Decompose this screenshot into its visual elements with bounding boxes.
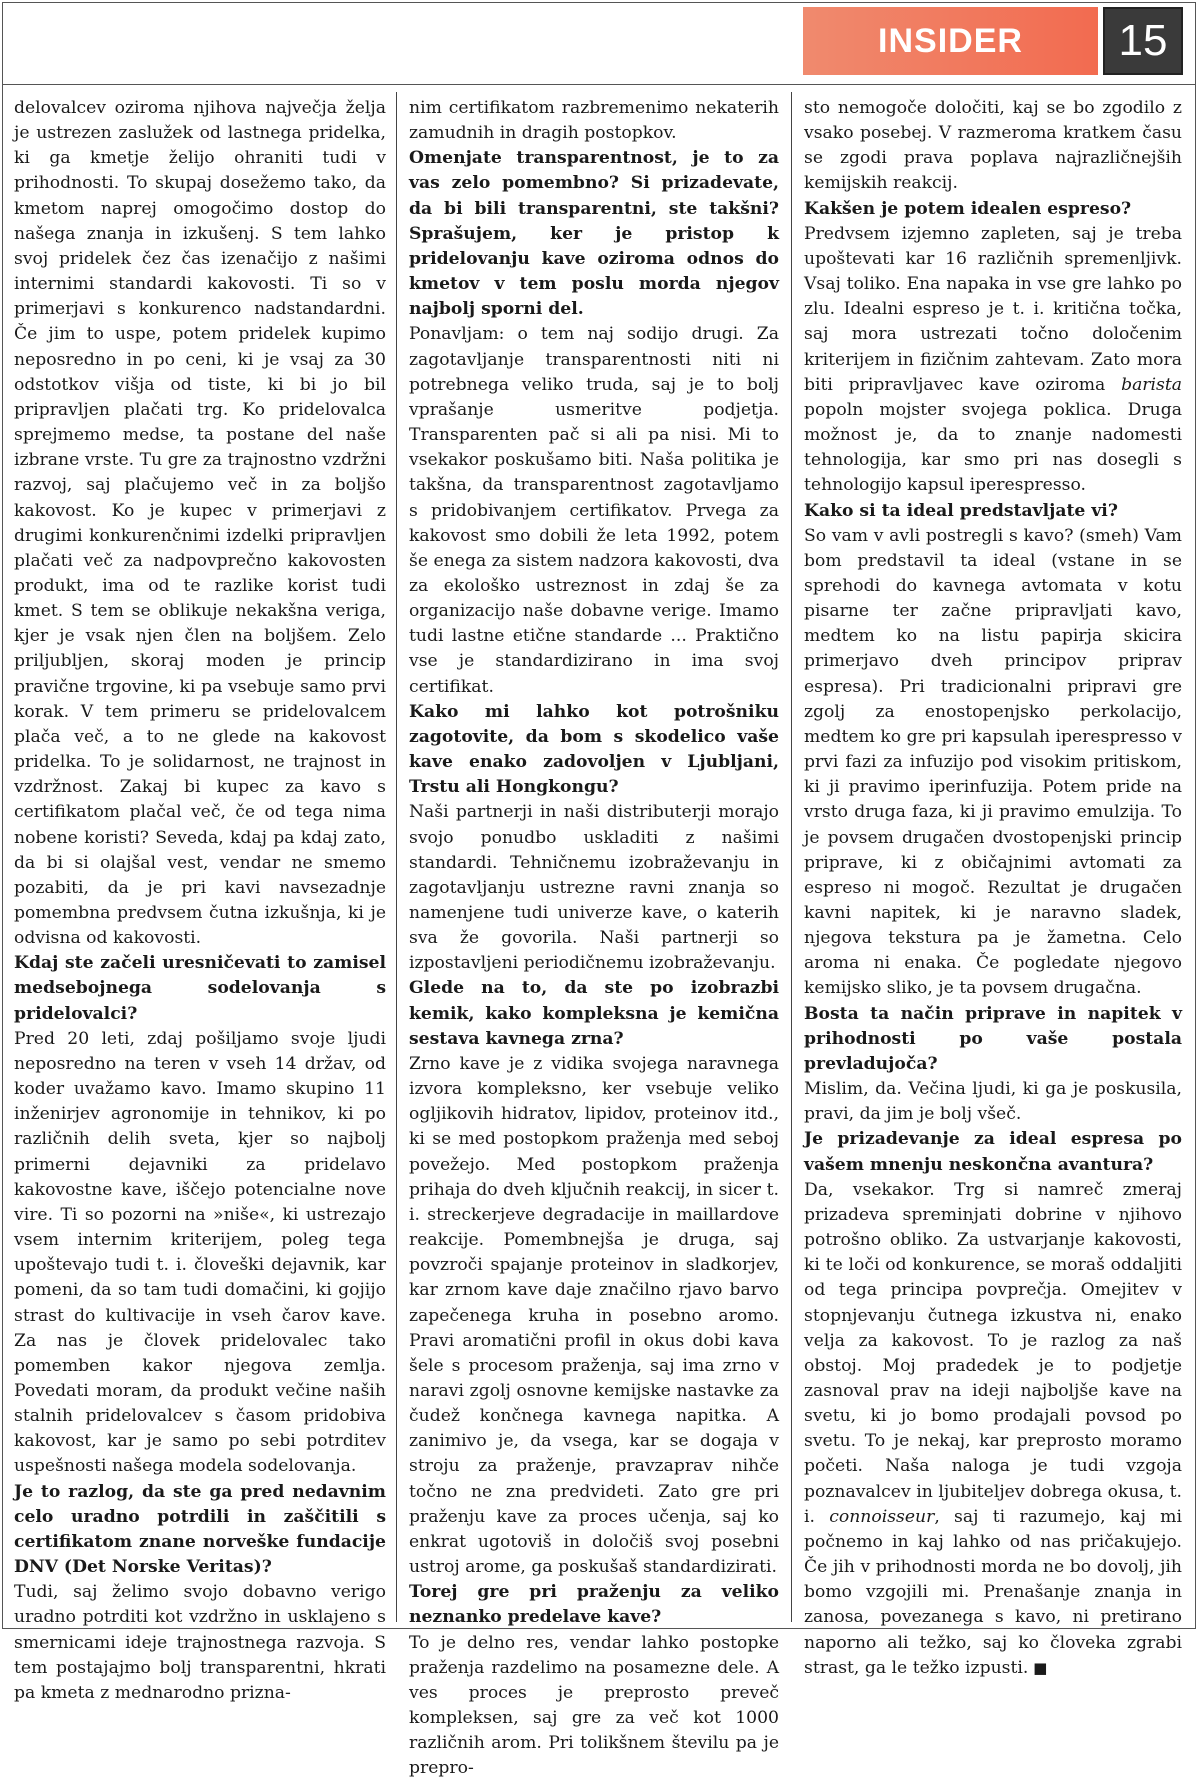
interview-question: Omenjate transparentnost, je to za vas zelo pomembno? Si prizadevate, da bi bili transparentni, ste takšni? Sprašujem, ker je pristop k pridelovanju kave oziroma odnos do kmetov v tem poslu morda njegov najbolj sporni del. <box>409 148 779 320</box>
interview-answer: delovalcev oziroma njihova največja želja je ustrezen zaslužek od lastnega pridelka, ki ga kmetje želijo ohraniti tudi v prihodnosti. To skupaj dosežemo tako, da kmetom naprej omogočimo dostop do našega znanja in izkušenj. S tem lahko svoj pridelek čez čas izenačijo z našimi internimi standardi kakovosti. Ti so v primerjavi s konkurenco nadstandardni. Če jim to uspe, potem pridelek kupimo neposredno in po ceni, ki je vsaj za 30 odstotkov višja od tiste, ki bi jo bil pripravljen plačati trg. Ko pridelovalca sprejmemo medse, ta postane del naše izbrane vrste. Tu gre za trajnostno vzdržni razvoj, saj plačujemo več in za boljšo kakovost. Ko je kupec v primerjavi z drugimi konkurenčnimi izdelki pripravljen plačati več za nadpovprečno kakovosten produkt, ima od te razlike korist tudi kmet. S tem se oblikuje nekakšna veriga, kjer je vsak njen člen na boljšem. Zelo priljubljen, skoraj moden je princip pravične trgovine, ki pa vsebuje samo prvi korak. V tem primeru se pridelovalcem plača več, a to ne glede na kakovost pridelka. To je solidarnost, ne trajnost in vzdržnost. Zakaj bi kupec za kavo s certifikatom plačal več, če od tega nima nobene koristi? Seveda, kdaj pa kdaj zato, da bi si olajšal vest, vendar ne smemo pozabiti, da je pri kavi navsezadnje pomembna predvsem čutna izkušnja, ki je odvisna od kakovosti. <box>14 98 386 949</box>
interview-answer: Predvsem izjemno zapleten, saj je treba upoštevati kar 16 različnih spremenljivk. Vsaj toliko. Ena napaka in vse gre lahko po zlu. Idealni espreso je t. i. kritična točka, saj mora ustrezati točno določenim kriterijem in fizičnim zahtevam. Zato mora biti pripravljavec kave oziroma barista popoln mojster svojega poklica. Druga možnost je, da to znanje nadomesti tehnologija, kar smo pri nas dosegli s tehnologijo kapsul iperespresso. <box>804 223 1182 496</box>
interview-answer: Naši partnerji in naši distributerji morajo svojo ponudbo uskladiti z našimi standardi. Tehničnemu izobraževanju in zagotavljanju ustrezne ravni znanja so namenjene tudi univerze kave, o katerih sva že govorila. Naši partnerji so izpostavljeni periodičnemu izobraževanju. <box>409 802 779 974</box>
interview-question: Kako mi lahko kot potrošniku zagotovite, da bom s skodelico vaše kave enako zadovoljen v Ljubljani, Trstu ali Hongkongu? <box>409 701 779 798</box>
interview-answer: sto nemogoče določiti, kaj se bo zgodilo z vsako posebej. V razmeroma kratkem času se zgodi prava poplava najrazličnejših kemijskih reakcij. <box>804 98 1182 194</box>
interview-question: Kdaj ste začeli uresničevati to zamisel medsebojnega sodelovanja s pridelovalci? <box>14 953 386 1024</box>
interview-question: Bosta ta način priprave in napitek v prihodnosti po vaše postala prevladujoča? <box>804 1003 1182 1074</box>
column-3 <box>804 96 1182 1678</box>
header-rule <box>2 84 1196 85</box>
italic-term: barista <box>1121 374 1182 395</box>
column-divider <box>396 92 397 1622</box>
interview-question: Kako si ta ideal predstavljate vi? <box>804 500 1118 521</box>
column-divider <box>791 92 792 1622</box>
page-header <box>0 0 1200 90</box>
interview-question: Je to razlog, da ste ga pred nedavnim celo uradno potrdili in zaščitili s certifikatom znane norveške fundacije DNV (Det Norske Veritas)? <box>14 1481 386 1578</box>
interview-answer: Tudi, saj želimo svojo dobavno verigo uradno potrditi kot vzdržno in usklajeno s smernicami ideje trajnostnega razvoja. S tem postajajmo bolj transparentni, hkrati pa kmeta z mednarodno prizna- <box>14 1582 386 1703</box>
interview-question: Glede na to, da ste po izobrazbi kemik, kako kompleksna je kemična sestava kavnega zrna? <box>409 978 779 1049</box>
column-2 <box>409 96 779 1779</box>
interview-answer: Ponavljam: o tem naj sodijo drugi. Za zagotavljanje transparentnosti niti ni potrebnega veliko truda, saj je to bolj vprašanje usmeritve podjetja. Transparenten pač si ali pa nisi. Mi to vsekakor poskušamo biti. Naša politika je takšna, da transparentnost zagotavljamo s pridobivanjem certifikatov. Prvega za kakovost smo dobili že leta 1992, potem še enega za sistem nadzora kakovosti, dva za ekološko ustreznost in zdaj še za organizacijo naše dobavne verige. Imamo tudi lastne etične standarde ... Praktično vse je standardizirano in ima svoj certifikat. <box>409 324 779 697</box>
interview-question: Torej gre pri praženju za veliko neznanko predelave kave? <box>409 1582 779 1628</box>
interview-answer: So vam v avli postregli s kavo? (smeh) Vam bom predstavil ta ideal (vstane in se sprehodi do kavnega avtomata v kotu pisarne ter začne pripravljati kavo, medtem ko na listu papirja skicira primerjavo dveh principov priprav espresa). Pri tradicionalni pripravi gre zgolj za enostopenjsko perkolacijo, medtem ko gre pri kapsulah iperespresso v prvi fazi za infuzijo pod visokim pritiskom, ki ji pravimo iperinfuzija. Potem pride na vrsto druga faza, ki ji pravimo emulzija. To je povsem drugačen dvostopenjski princip priprave, ki z običajnimi avtomati za espreso ni mogoč. Rezultat je drugačen kavni napitek, ki je naravno sladek, njegova tekstura pa je žametna. Celo aroma ni enaka. Če pogledate njegovo kemijsko sliko, je ta povsem drugačna. <box>804 525 1182 999</box>
interview-question: Kakšen je potem idealen espreso? <box>804 198 1132 219</box>
interview-answer: Zrno kave je z vidika svojega naravnega izvora kompleksno, ker vsebuje veliko ogljikovih hidratov, lipidov, proteinov itd., ki se med postopkom praženja med seboj povežejo. Med postopkom praženja prihaja do dveh ključnih reakcij, in sicer t. i. streckerjeve degradacije in maillardove reakcije. Pomembnejša je druga, saj povzroči spajanje proteinov in sladkorjev, kar zrnom kave daje značilno rjavo barvo zapečenega kruha in posebno aromo. Pravi aromatični profil in okus dobi kava šele s procesom praženja, saj ima zrno v naravi zgolj osnovne kemijske nastavke za čudež končnega kavnega napitka. A zanimivo je, da vsega, kar se dogaja v stroju za praženje, pravzaprav nihče točno ne zna predvideti. Zato gre pri praženju kave za proces učenja, saj ko enkrat ugotoviš in določiš svoj posebni ustroj arome, ga poskušaš standardizirati. <box>409 1053 779 1578</box>
page-number: 15 <box>1118 16 1168 65</box>
end-of-article-mark: ■ <box>1028 1658 1048 1677</box>
interview-answer: To je delno res, vendar lahko postopke praženja razdelimo na posamezne dele. A ves proces je preprosto preveč kompleksen, saj gre za več kot 1000 različnih arom. Pri tolikšnem številu pa je prepro- <box>409 1632 779 1779</box>
interview-answer: Pred 20 leti, zdaj pošiljamo svoje ljudi neposredno na teren v vseh 14 držav, od koder uvažamo kavo. Imamo skupino 11 inženirjev agronomije in tehnikov, ki po različnih delih sveta, kjer so najbolj primerni dejavniki za pridelavo kakovostne kave, iščejo potencialne nove vire. Ti so pozorni na »niše«, ki ustrezajo vsem internim kriterijem, poleg tega upoštevajo tudi t. i. človeški dejavnik, kar pomeni, da so tam tudi domačini, ki gojijo strast do kultivacije in vseh čarov kave. Za nas je človek pridelovalec tako pomemben kakor njegova zemlja. Povedati moram, da produkt večine naših stalnih pridelovalcev s časom pridobiva kakovost, kar je samo po sebi potrditev uspešnosti našega modela sodelovanja. <box>14 1028 386 1477</box>
column-1 <box>14 96 386 1703</box>
interview-question: Je prizadevanje za ideal espresa po vašem mnenju neskončna avantura? <box>804 1129 1182 1175</box>
italic-term: connoisseur <box>829 1506 935 1527</box>
interview-answer: Mislim, da. Večina ljudi, ki ga je poskusila, pravi, da jim je bolj všeč. <box>804 1079 1182 1125</box>
interview-answer: nim certifikatom razbremenimo nekaterih zamudnih in dragih postopkov. <box>409 98 779 144</box>
article-body <box>0 90 1200 1779</box>
page-number-box <box>1103 7 1183 75</box>
section-label <box>803 7 1098 75</box>
section-title: INSIDER <box>878 21 1023 60</box>
interview-answer: Da, vsekakor. Trg si namreč zmeraj prizadeva spreminjati dobrine v njihovo potrošno obliko. Za ustvarjanje kakovosti, ki te loči od konkurence, se moraš oddaljiti od tega principa povprečja. Omejitev v stopnjevanju čutnega izkustva ni, enako velja za kakovost. To je razlog za naš obstoj. Moj pradedek je to podjetje zasnoval prav na ideji najboljše kave na svetu, ki jo bomo prodajali povsod po svetu. To je nekaj, kar preprosto moramo početi. Naša naloga je tudi vzgoja poznavalcev in ljubiteljev dobrega okusa, t. i. connoisseur, saj ti razumejo, kaj mi počnemo in kaj lahko od nas pričakujejo. Če jih v prihodnosti morda ne bo dovolj, jih bomo vzgojili mi. Prenašanje znanja in zanosa, povezanega s kavo, ni pretirano naporno ali težko, saj ko človeka zgrabi strast, ga le težko izpusti. ■ <box>804 1179 1182 1678</box>
